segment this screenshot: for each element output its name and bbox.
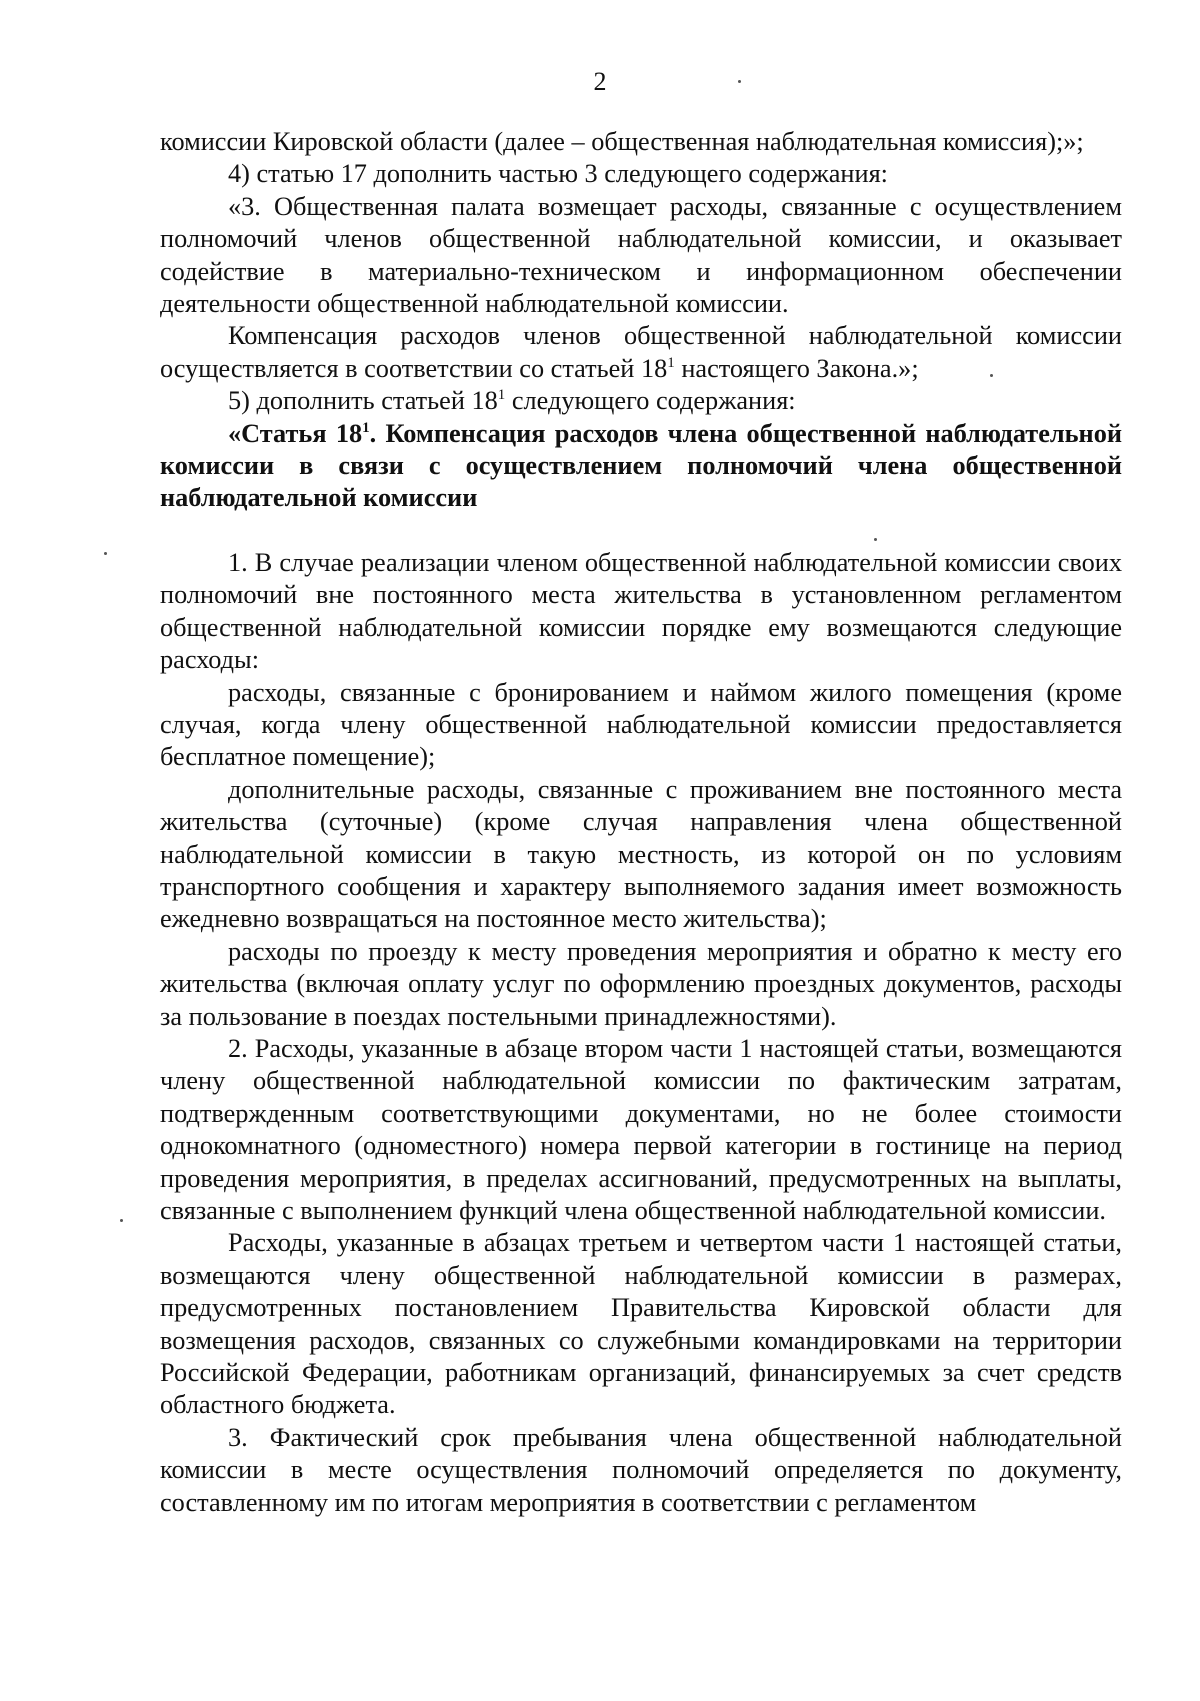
document-body	[160, 126, 1122, 1519]
paragraph-amendment-4: 4) статью 17 дополнить частью 3 следующего содержания:	[228, 159, 888, 189]
paragraph-point-1: 1. В случае реализации членом общественной наблюдательной комиссии своих полномочий вне постоянного места жительства в установленном регламентом общественной наблюдательной комиссии порядке ему возмещаются следующие расходы:	[160, 547, 1122, 675]
article-heading: «Статья $18^1$. Компенсация расходов члена общественной наблюдательной комиссии в связи с осуществлением полномочий члена общественной наблюдательной комиссии	[160, 418, 1122, 513]
paragraph-point-2: 2. Расходы, указанные в абзаце втором части 1 настоящей статьи, возмещаются члену общественной наблюдательной комиссии по фактическим затратам, подтвержденным соответствующими документами, но не более стоимости однокомнатного (одноместного) номера первой категории в гостинице на период проведения мероприятия, в пределах ассигнований, предусмотренных на выплаты, связанные с выполнением функций члена общественной наблюдательной комиссии.	[160, 1033, 1122, 1225]
blank-line	[160, 515, 1122, 547]
paragraph-housing-expenses: расходы, связанные с бронированием и наймом жилого помещения (кроме случая, когда члену общественной наблюдательной комиссии предоставляется бесплатное помещение);	[160, 677, 1122, 772]
paragraph-continuation: комиссии Кировской области (далее – общественная наблюдательная комиссия);»;	[160, 127, 1084, 156]
scan-speck	[874, 538, 877, 541]
paragraph-point-2-second: Расходы, указанные в абзацах третьем и четвертом части 1 настоящей статьи, возмещаются члену общественной наблюдательной комиссии в размерах, предусмотренных постановлением Правительства Кировской области для возмещения расходов, связанных со служебными командировками на территории Российской Федерации, работникам организаций, финансируемых за счет средств областного бюджета.	[160, 1228, 1122, 1420]
paragraph-amendment-5: 5) дополнить статьей $18^1$ следующего содержания:	[228, 386, 796, 416]
scan-speck	[120, 1219, 123, 1222]
scan-speck	[738, 80, 741, 83]
scan-speck	[104, 552, 107, 555]
paragraph-point-3: 3. Фактический срок пребывания члена общественной наблюдательной комиссии в месте осуществления полномочий определяется по документу, составленному им по итогам мероприятия в соответствии с регламентом	[160, 1422, 1122, 1517]
scan-speck	[990, 374, 993, 377]
paragraph-part-3: «3. Общественная палата возмещает расходы, связанные с осуществлением полномочий членов общественной наблюдательной комиссии, и оказывает содействие в материально-техническом и информационном обеспечении деятельности общественной наблюдательной комиссии.	[160, 191, 1122, 319]
paragraph-daily-expenses: дополнительные расходы, связанные с проживанием вне постоянного места жительства (суточные) (кроме случая направления члена общественной наблюдательной комиссии в такую местность, из которой он по условиям транспортного сообщения и характеру выполняемого задания имеет возможность ежедневно возвращаться на постоянное место жительства);	[160, 774, 1122, 934]
paragraph-travel-expenses: расходы по проезду к месту проведения мероприятия и обратно к месту его жительства (включая оплату услуг по оформлению проездных документов, расходы за пользование в поездах постельными принадлежностями).	[160, 936, 1122, 1031]
page-number: 2	[593, 67, 607, 96]
paragraph-compensation: Компенсация расходов членов общественной наблюдательной комиссии осуществляется в соответствии со статьей $18^1$ настоящего Закона.»;	[160, 321, 1122, 383]
